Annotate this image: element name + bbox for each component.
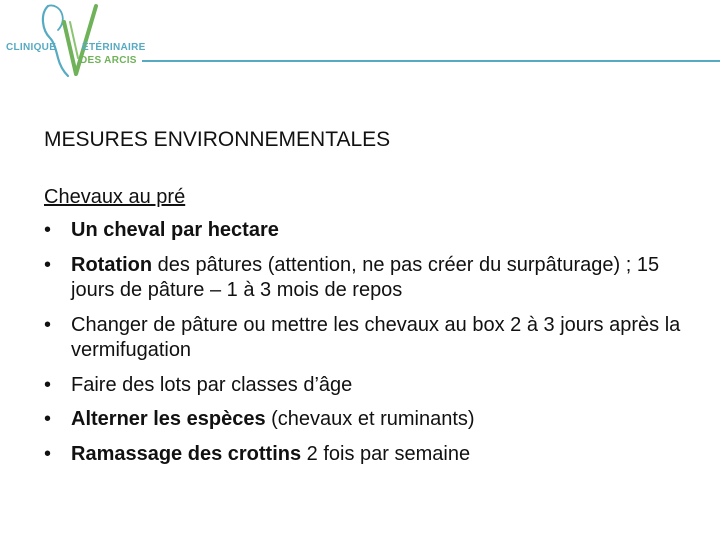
bullet-bold: Rotation — [71, 253, 153, 276]
bullet-text: des pâtures (attention, ne pas créer du surpâturage) ; 15 jours de pâture – 1 à 3 mois de repos — [71, 253, 660, 301]
slide-title: MESURES ENVIRONNEMENTALES — [44, 128, 391, 151]
bullet-bold: Un cheval par hectare — [71, 219, 279, 241]
bullet-text: 2 fois par semaine — [301, 442, 471, 465]
bullet-item — [44, 373, 684, 399]
bullet-item — [44, 218, 684, 244]
bullet-item — [44, 442, 684, 468]
bullet-item — [44, 313, 684, 364]
header-divider — [142, 60, 720, 62]
slide-subtitle: Chevaux au pré — [44, 186, 186, 208]
bullet-text: Faire des lots par classes d’âge — [71, 373, 353, 396]
bullet-bold: Ramassage des crottins — [71, 442, 302, 465]
bullet-bold: Alterner les espèces — [71, 408, 266, 430]
bullet-text: (chevaux et ruminants) — [265, 408, 475, 430]
logo-word-des-arcis: DES ARCIS — [80, 55, 137, 66]
bullet-list — [44, 218, 684, 476]
bullet-item — [44, 407, 684, 433]
bullet-text: Changer de pâture ou mettre les chevaux au box 2 à 3 jours après la vermifugation — [71, 313, 681, 361]
bullet-item — [44, 253, 684, 304]
logo-word-clinique: CLINIQUE — [6, 42, 57, 53]
clinic-logo — [0, 0, 720, 80]
logo-word-veterinaire: ÉTÉRINAIRE — [82, 42, 146, 53]
horse-head-v-icon — [34, 2, 104, 80]
